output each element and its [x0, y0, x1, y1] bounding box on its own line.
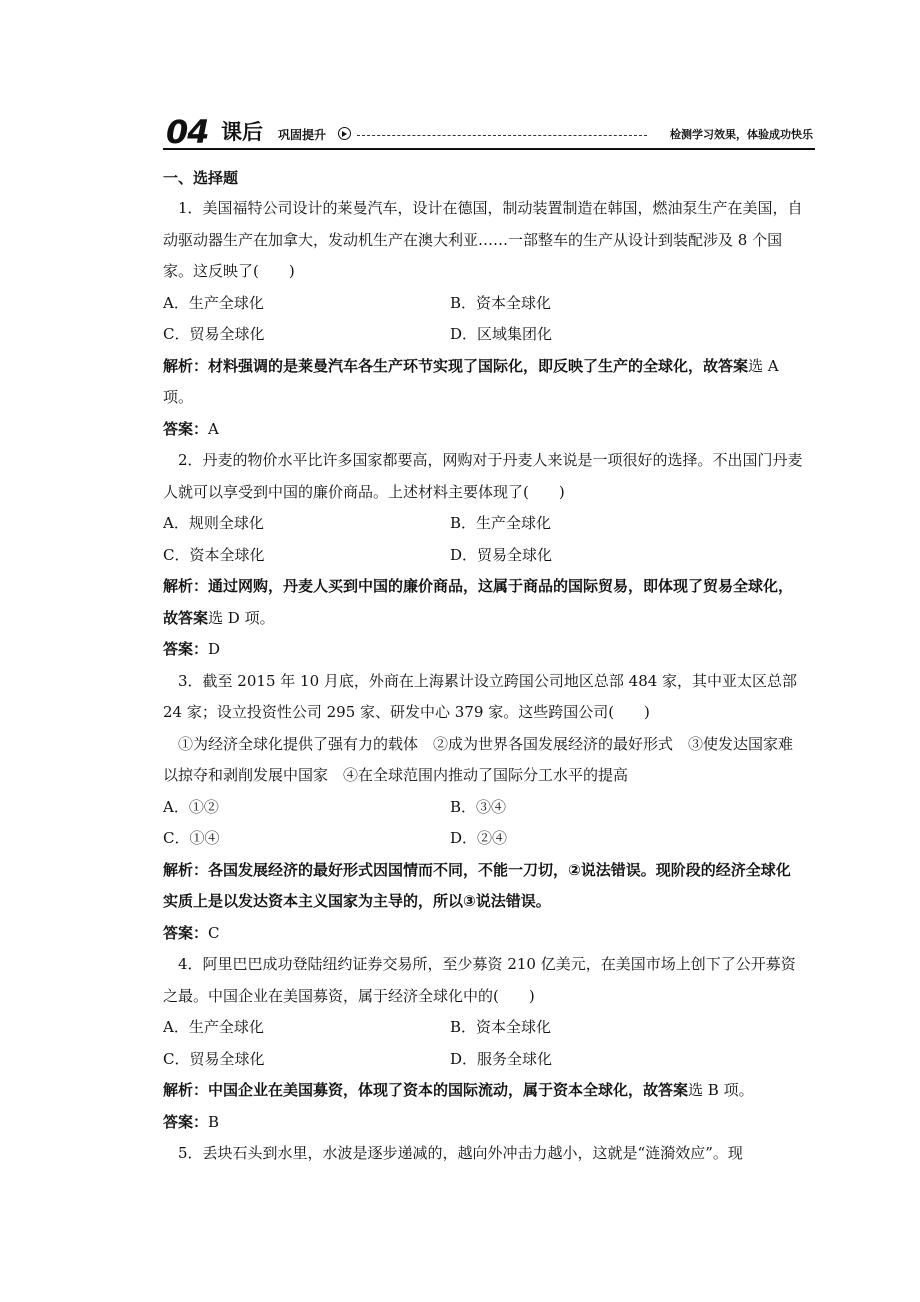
- option-c: C．贸易全球化: [163, 1049, 265, 1068]
- analysis-tail: 选 A 项。: [163, 356, 779, 406]
- answer-value: C: [208, 923, 220, 942]
- option-a: A．生产全球化: [163, 293, 264, 312]
- analysis-label: 解析：: [163, 860, 209, 879]
- section-subtitle: 巩固提升: [278, 128, 327, 142]
- option-row: [163, 1044, 803, 1076]
- analysis: [163, 351, 803, 414]
- question-stem: 1．美国福特公司设计的莱曼汽车，设计在德国，制动装置制造在韩国，燃油泵生产在美国，自动驱动器生产在加拿大，发动机生产在澳大利亚……一部整车的生产从设计到装配涉及 8 个国家。这反映了( ): [163, 199, 803, 280]
- answer-label: 答案：: [163, 923, 209, 942]
- option-row: [163, 792, 803, 824]
- analysis-text: 材料强调的是莱曼汽车各生产环节实现了国际化，即反映了生产的全球化，故答案: [208, 356, 749, 375]
- answer-label: 答案：: [163, 1112, 209, 1131]
- analysis-label: 解析：: [163, 577, 209, 595]
- option-c: C．贸易全球化: [163, 325, 265, 343]
- answer-label: 答案：: [163, 640, 209, 658]
- answer: [163, 918, 803, 950]
- option-d: D．区域集团化: [450, 325, 553, 343]
- answer-label: 答案：: [163, 419, 209, 438]
- option-b: B．资本全球化: [450, 293, 552, 312]
- header-slogan: 检测学习效果，体验成功快乐: [670, 128, 813, 141]
- analysis-label: 解析：: [163, 1081, 209, 1099]
- option-row: [163, 508, 803, 540]
- analysis: [163, 1075, 803, 1107]
- option-a: A．规则全球化: [163, 514, 264, 532]
- option-d: D．贸易全球化: [450, 545, 553, 564]
- option-d: D．服务全球化: [450, 1049, 553, 1068]
- question-statements: ①为经济全球化提供了强有力的载体 ②成为世界各国发展经济的最好形式 ③使发达国家难以掠夺和剥削发展中国家 ④在全球范围内推动了国际分工水平的提高: [163, 734, 794, 784]
- option-a: A．生产全球化: [163, 1018, 264, 1036]
- answer-value: B: [208, 1112, 220, 1131]
- dashed-divider: [357, 135, 647, 136]
- option-d: D．②④: [450, 829, 508, 847]
- answer-value: A: [208, 419, 219, 438]
- header-rule: [163, 148, 815, 150]
- option-row: [163, 540, 803, 572]
- analysis: [163, 571, 803, 634]
- analysis: [163, 855, 803, 918]
- answer: [163, 414, 803, 446]
- option-row: [163, 823, 803, 855]
- section-title: 一、选择题: [163, 169, 239, 187]
- analysis-tail: 选 B 项。: [688, 1081, 754, 1099]
- answer: [163, 634, 803, 666]
- option-row: [163, 288, 803, 320]
- question-stem: 2．丹麦的物价水平比许多国家都要高，网购对于丹麦人来说是一项很好的选择。不出国门丹麦人就可以享受到中国的廉价商品。上述材料主要体现了( ): [163, 451, 803, 501]
- section-tag: 课后: [221, 120, 263, 144]
- analysis-text: 各国发展经济的最好形式因国情而不同，不能一刀切，②说法错误。现阶段的经济全球化实质上是以发达资本主义国家为主导的，所以③说法错误。: [163, 860, 791, 910]
- question-stem: 4．阿里巴巴成功登陆纽约证券交易所，至少募资 210 亿美元，在美国市场上创下了公开募资之最。中国企业在美国募资，属于经济全球化中的( ): [163, 955, 796, 1005]
- option-row: [163, 1012, 803, 1044]
- question-stem: 3．截至 2015 年 10 月底，外商在上海累计设立跨国公司地区总部 484 家，其中亚太区总部 24 家；设立投资性公司 295 家、研发中心 379 家。这些跨国公司( ): [163, 671, 798, 721]
- answer-value: D: [208, 640, 221, 658]
- option-a: A．①②: [163, 797, 219, 816]
- section-number: 04: [166, 113, 209, 151]
- option-b: B．资本全球化: [450, 1018, 552, 1036]
- exercise-content: [163, 163, 803, 1170]
- option-row: [163, 319, 803, 351]
- analysis-text: 通过网购，丹麦人买到中国的廉价商品，这属于商品的国际贸易，即体现了贸易全球化，故答案: [163, 577, 794, 627]
- option-b: B．生产全球化: [450, 514, 552, 532]
- option-c: C．①④: [163, 829, 220, 847]
- arrow-circle-icon: [338, 127, 351, 140]
- answer: [163, 1107, 803, 1139]
- analysis-text: 中国企业在美国募资，体现了资本的国际流动，属于资本全球化，故答案: [208, 1081, 689, 1099]
- analysis-label: 解析：: [163, 356, 209, 375]
- option-b: B．③④: [450, 797, 507, 816]
- option-c: C．资本全球化: [163, 545, 265, 564]
- analysis-tail: 选 D 项。: [208, 608, 275, 627]
- question-stem: 5．丢块石头到水里，水波是逐步递减的，越向外冲击力越小，这就是“涟漪效应”。现: [178, 1144, 743, 1162]
- section-header: [163, 115, 815, 155]
